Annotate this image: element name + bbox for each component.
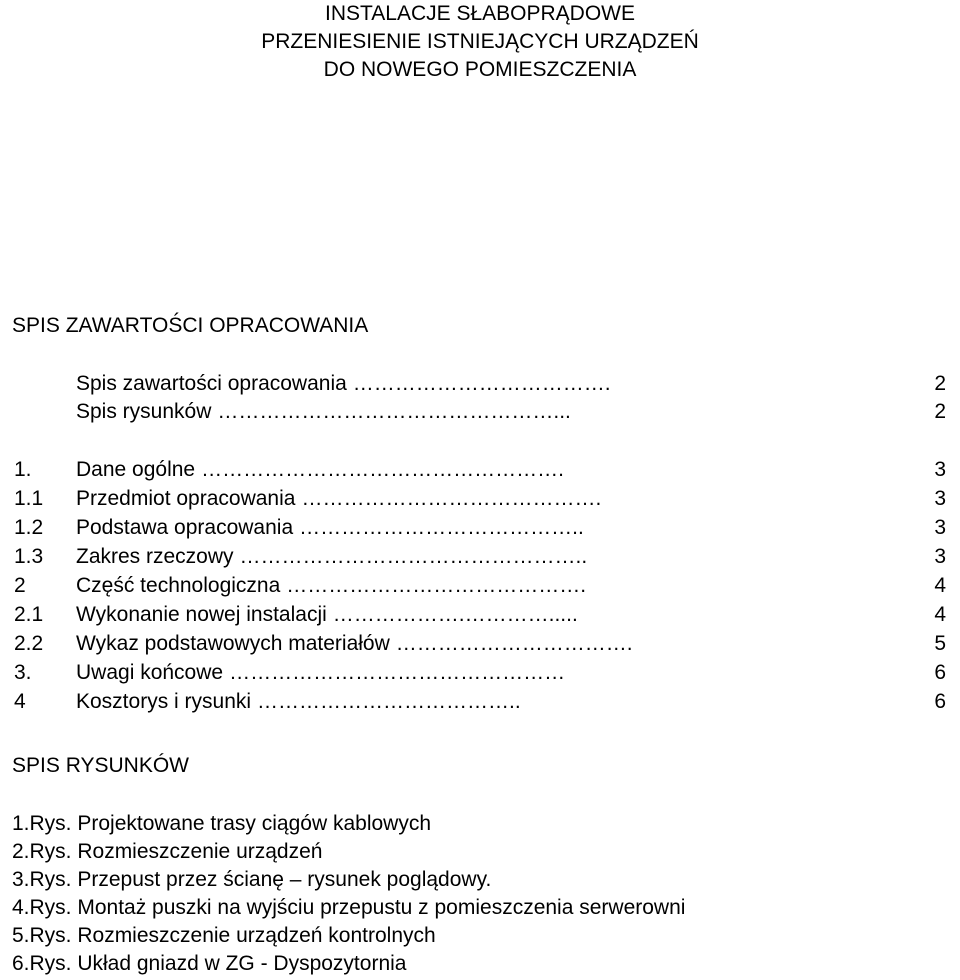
toc-label: Część technologiczna: [76, 574, 281, 597]
toc-entry: [14, 485, 946, 513]
toc-leader: …………………………………….: [301, 487, 602, 510]
toc-label: Zakres rzeczowy: [76, 545, 234, 568]
toc-page: 3: [934, 487, 946, 510]
toc-leader: …………………………………………….: [201, 458, 564, 481]
toc-leader: ………………………………..: [257, 690, 521, 713]
toc-page: 3: [934, 545, 946, 568]
figure-list-item: 3.Rys. Przepust przez ścianę – rysunek poglądowy.: [12, 868, 492, 891]
toc-label: Spis zawartości opracowania: [76, 372, 347, 395]
toc-number: 1.2: [14, 516, 44, 539]
figure-list-item: 5.Rys. Rozmieszczenie urządzeń kontrolnych: [12, 924, 436, 947]
toc-page: 2: [934, 400, 946, 423]
toc-entry: [14, 659, 946, 687]
toc-page: 6: [934, 661, 946, 684]
toc-number: 2: [14, 574, 26, 597]
toc-entry: [14, 514, 946, 542]
toc-entry: [14, 601, 946, 629]
figures-heading: SPIS RYSUNKÓW: [12, 754, 189, 777]
toc-number: 1.1: [14, 487, 44, 510]
toc-entry: [14, 456, 946, 484]
toc-entry: [14, 688, 946, 716]
toc-label: Dane ogólne: [76, 458, 196, 481]
title-line-3: DO NOWEGO POMIESZCZENIA: [323, 58, 637, 81]
toc-label: Wykonanie nowej instalacji: [76, 603, 327, 626]
toc-leader: ……………….………….....: [332, 603, 578, 626]
toc-entry: [14, 543, 946, 571]
toc-label: Przedmiot opracowania: [76, 487, 296, 510]
toc-label: Podstawa opracowania: [76, 516, 294, 539]
toc-leader: …………………………………….: [286, 574, 587, 597]
toc-number: 1.: [14, 458, 32, 481]
figure-list-item: 6.Rys. Układ gniazd w ZG - Dyspozytornia: [12, 952, 407, 975]
toc-page: 5: [934, 632, 946, 655]
toc-label: Uwagi końcowe: [76, 661, 224, 684]
toc-page: 3: [934, 516, 946, 539]
toc-entry: [76, 370, 946, 398]
title-line-1: INSTALACJE SŁABOPRĄDOWE: [324, 2, 636, 25]
toc-leader: …………………………………………..: [239, 545, 588, 568]
toc-page: 2: [934, 372, 946, 395]
toc-number: 1.3: [14, 545, 44, 568]
toc-label: Kosztorys i rysunki: [76, 690, 252, 713]
toc-leader: …………………………………………...: [217, 400, 571, 423]
toc-leader: …………………………………………: [229, 661, 566, 684]
toc-number: 2.1: [14, 603, 44, 626]
toc-leader: ……………………………….: [352, 372, 611, 395]
toc-entry: [14, 572, 946, 600]
toc-label: Wykaz podstawowych materiałów: [76, 632, 390, 655]
toc-number: 4: [14, 690, 26, 713]
contents-heading: SPIS ZAWARTOŚCI OPRACOWANIA: [12, 314, 369, 337]
toc-page: 3: [934, 458, 946, 481]
figure-list-item: 2.Rys. Rozmieszczenie urządzeń: [12, 840, 323, 863]
title-line-2: PRZENIESIENIE ISTNIEJĄCYCH URZĄDZEŃ: [261, 30, 699, 53]
toc-leader: …………………………………..: [299, 516, 584, 539]
toc-number: 3.: [14, 661, 32, 684]
toc-page: 6: [934, 690, 946, 713]
toc-entry: [14, 630, 946, 658]
figure-list-item: 4.Rys. Montaż puszki na wyjściu przepustu z pomieszczenia serwerowni: [12, 896, 686, 919]
figure-list-item: 1.Rys. Projektowane trasy ciągów kablowych: [12, 812, 432, 835]
toc-entry: [76, 398, 946, 426]
toc-label: Spis rysunków: [76, 400, 212, 423]
toc-page: 4: [934, 574, 946, 597]
toc-page: 4: [934, 603, 946, 626]
toc-leader: …………………………….: [395, 632, 633, 655]
toc-number: 2.2: [14, 632, 44, 655]
